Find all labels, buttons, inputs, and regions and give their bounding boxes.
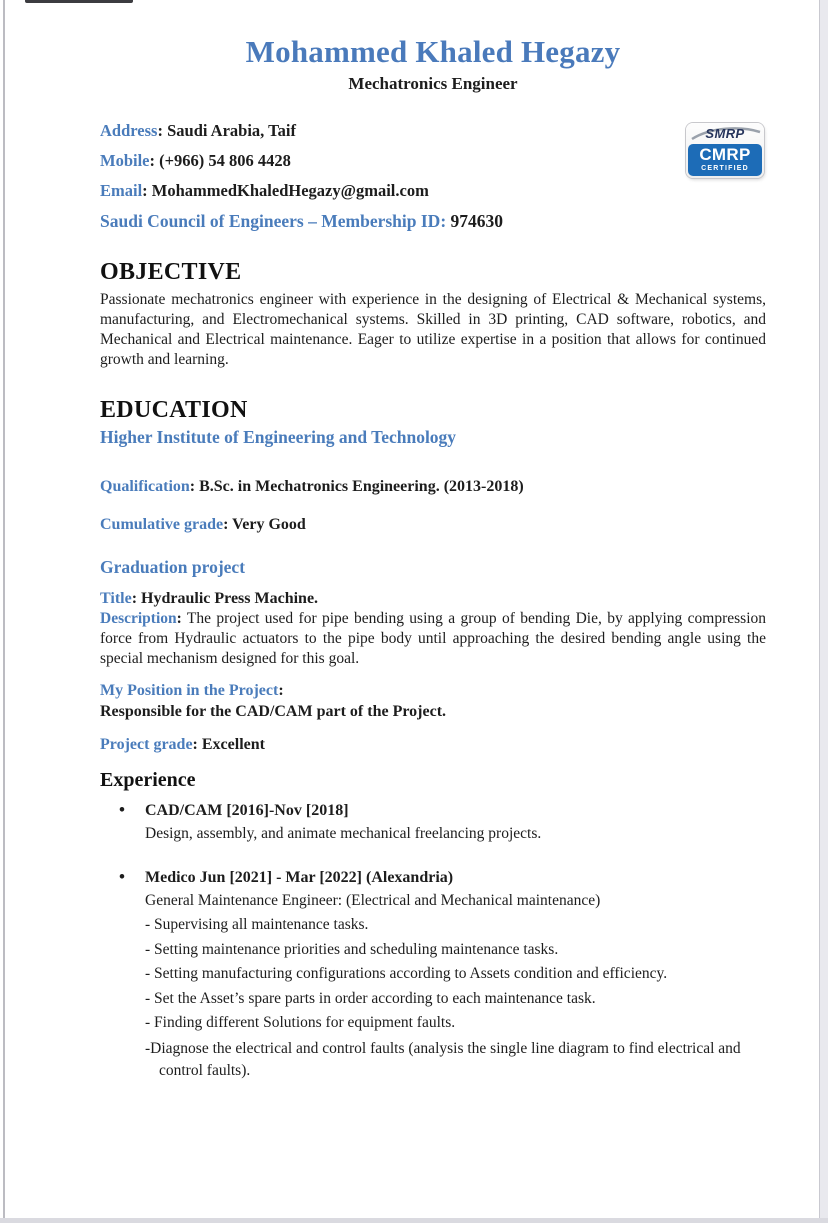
experience-job [100, 867, 766, 1082]
cumulative-grade-row [100, 515, 766, 535]
resume-page [100, 34, 766, 1082]
project-description-label: Description [100, 610, 177, 627]
job-detail-line: Design, assembly, and animate mechanical freelancing projects. [145, 825, 542, 842]
email-value: MohammedKhaledHegazy@gmail.com [151, 181, 429, 200]
person-name: Mohammed Khaled Hegazy [245, 34, 621, 69]
education-section [100, 396, 766, 755]
job-detail-line: - Supervising all maintenance tasks. [145, 916, 369, 933]
project-title-label: Title [100, 590, 132, 607]
contact-row-council [100, 211, 766, 231]
contact-row-address [100, 121, 766, 141]
project-grade-row [100, 735, 766, 755]
cmrp-badge-certified-text: CERTIFIED [701, 165, 749, 172]
cmrp-badge-main-text: CMRP [699, 145, 751, 164]
colon: : [149, 151, 155, 170]
email-label: Email [100, 181, 143, 200]
project-grade-value: Excellent [201, 736, 265, 753]
job-detail-line: - Setting manufacturing configurations according to Assets condition and efficiency. [145, 965, 668, 982]
colon: : [131, 590, 138, 607]
colon: : [142, 181, 148, 200]
colon: : [223, 516, 229, 533]
qualification-value: B.Sc. in Mechatronics Engineering. (2013-2018) [199, 478, 524, 495]
mobile-label: Mobile [100, 151, 150, 170]
cumulative-grade-value: Very Good [232, 516, 306, 533]
contact-row-email [100, 181, 766, 201]
colon: : [189, 478, 196, 495]
cumulative-grade-label: Cumulative grade [100, 516, 224, 533]
objective-heading: OBJECTIVE [100, 259, 242, 285]
objective-text: Passionate mechatronics engineer with experience in the designing of Electrical & Mechanical systems, manufacturing, and Electromechanical systems. Skilled in 3D printing, CAD software, robotics, and Mechanical and Electrical maintenance. Eager to utilize expertise in a position that allows for continued growth and learning. [100, 291, 766, 368]
contact-section [100, 121, 766, 231]
smrp-logo-text: SMRP [705, 126, 745, 141]
job-title: • Medico Jun [2021] - Mar [2022] (Alexandria) [145, 867, 766, 889]
colon: : [278, 682, 284, 699]
council-label: Saudi Council of Engineers – Membership ID [100, 211, 441, 231]
job-detail-line: - Set the Asset’s spare parts in order according to each maintenance task. [145, 989, 596, 1007]
project-title-value: Hydraulic Press Machine. [141, 590, 319, 607]
scan-artifact-top-line [25, 0, 133, 3]
qualification-label: Qualification [100, 478, 190, 495]
project-position-value: Responsible for the CAD/CAM part of the Project. [100, 703, 447, 720]
address-label: Address [100, 121, 158, 140]
job-title: • CAD/CAM [2016]-Nov [2018] [145, 800, 766, 822]
experience-section [100, 768, 766, 1082]
colon: : [157, 121, 163, 140]
graduation-project-heading: Graduation project [100, 557, 246, 577]
job-details [145, 889, 766, 1082]
colon: : [192, 736, 198, 753]
page-edge-bottom [0, 1218, 828, 1223]
resume-header [100, 34, 766, 95]
project-description-row [100, 609, 766, 669]
job-details [145, 822, 766, 847]
cmrp-certified-badge [686, 123, 764, 178]
experience-job [100, 800, 766, 847]
objective-section [100, 258, 766, 370]
project-position-block [100, 680, 766, 722]
cmrp-badge-body [688, 144, 762, 176]
mobile-value: (+966) 54 806 4428 [159, 151, 291, 170]
qualification-row [100, 477, 766, 497]
council-membership-id: 974630 [450, 211, 504, 231]
colon: : [176, 610, 182, 627]
education-heading: EDUCATION [100, 397, 248, 423]
job-detail-line: -Diagnose the electrical and control faults (analysis the single line diagram to find electrical and control faults). [145, 1039, 741, 1079]
address-value: Saudi Arabia, Taif [167, 121, 296, 140]
colon: : [440, 211, 447, 231]
person-job-title: Mechatronics Engineer [348, 74, 518, 93]
project-title-row [100, 589, 766, 609]
job-detail-line: General Maintenance Engineer: (Electrical and Mechanical maintenance) [145, 891, 601, 909]
job-detail-line: - Setting maintenance priorities and scheduling maintenance tasks. [145, 940, 559, 958]
smrp-logo [686, 123, 764, 144]
project-grade-label: Project grade [100, 736, 193, 753]
page-edge-left [3, 0, 5, 1223]
job-detail-line: - Finding different Solutions for equipment faults. [145, 1014, 456, 1031]
project-position-label: My Position in the Project [100, 682, 279, 699]
experience-heading: Experience [100, 769, 196, 791]
contact-row-mobile [100, 151, 766, 171]
graduation-project-section [100, 556, 766, 755]
institute-name: Higher Institute of Engineering and Technology [100, 427, 457, 447]
project-position-row [100, 680, 766, 701]
page-edge-right [819, 0, 828, 1223]
project-description-text: The project used for pipe bending using a group of bending Die, by applying compression force from Hydraulic actuators to the pipe body until approaching the desired bending angle using the special mechanism designed for this goal. [100, 610, 766, 667]
